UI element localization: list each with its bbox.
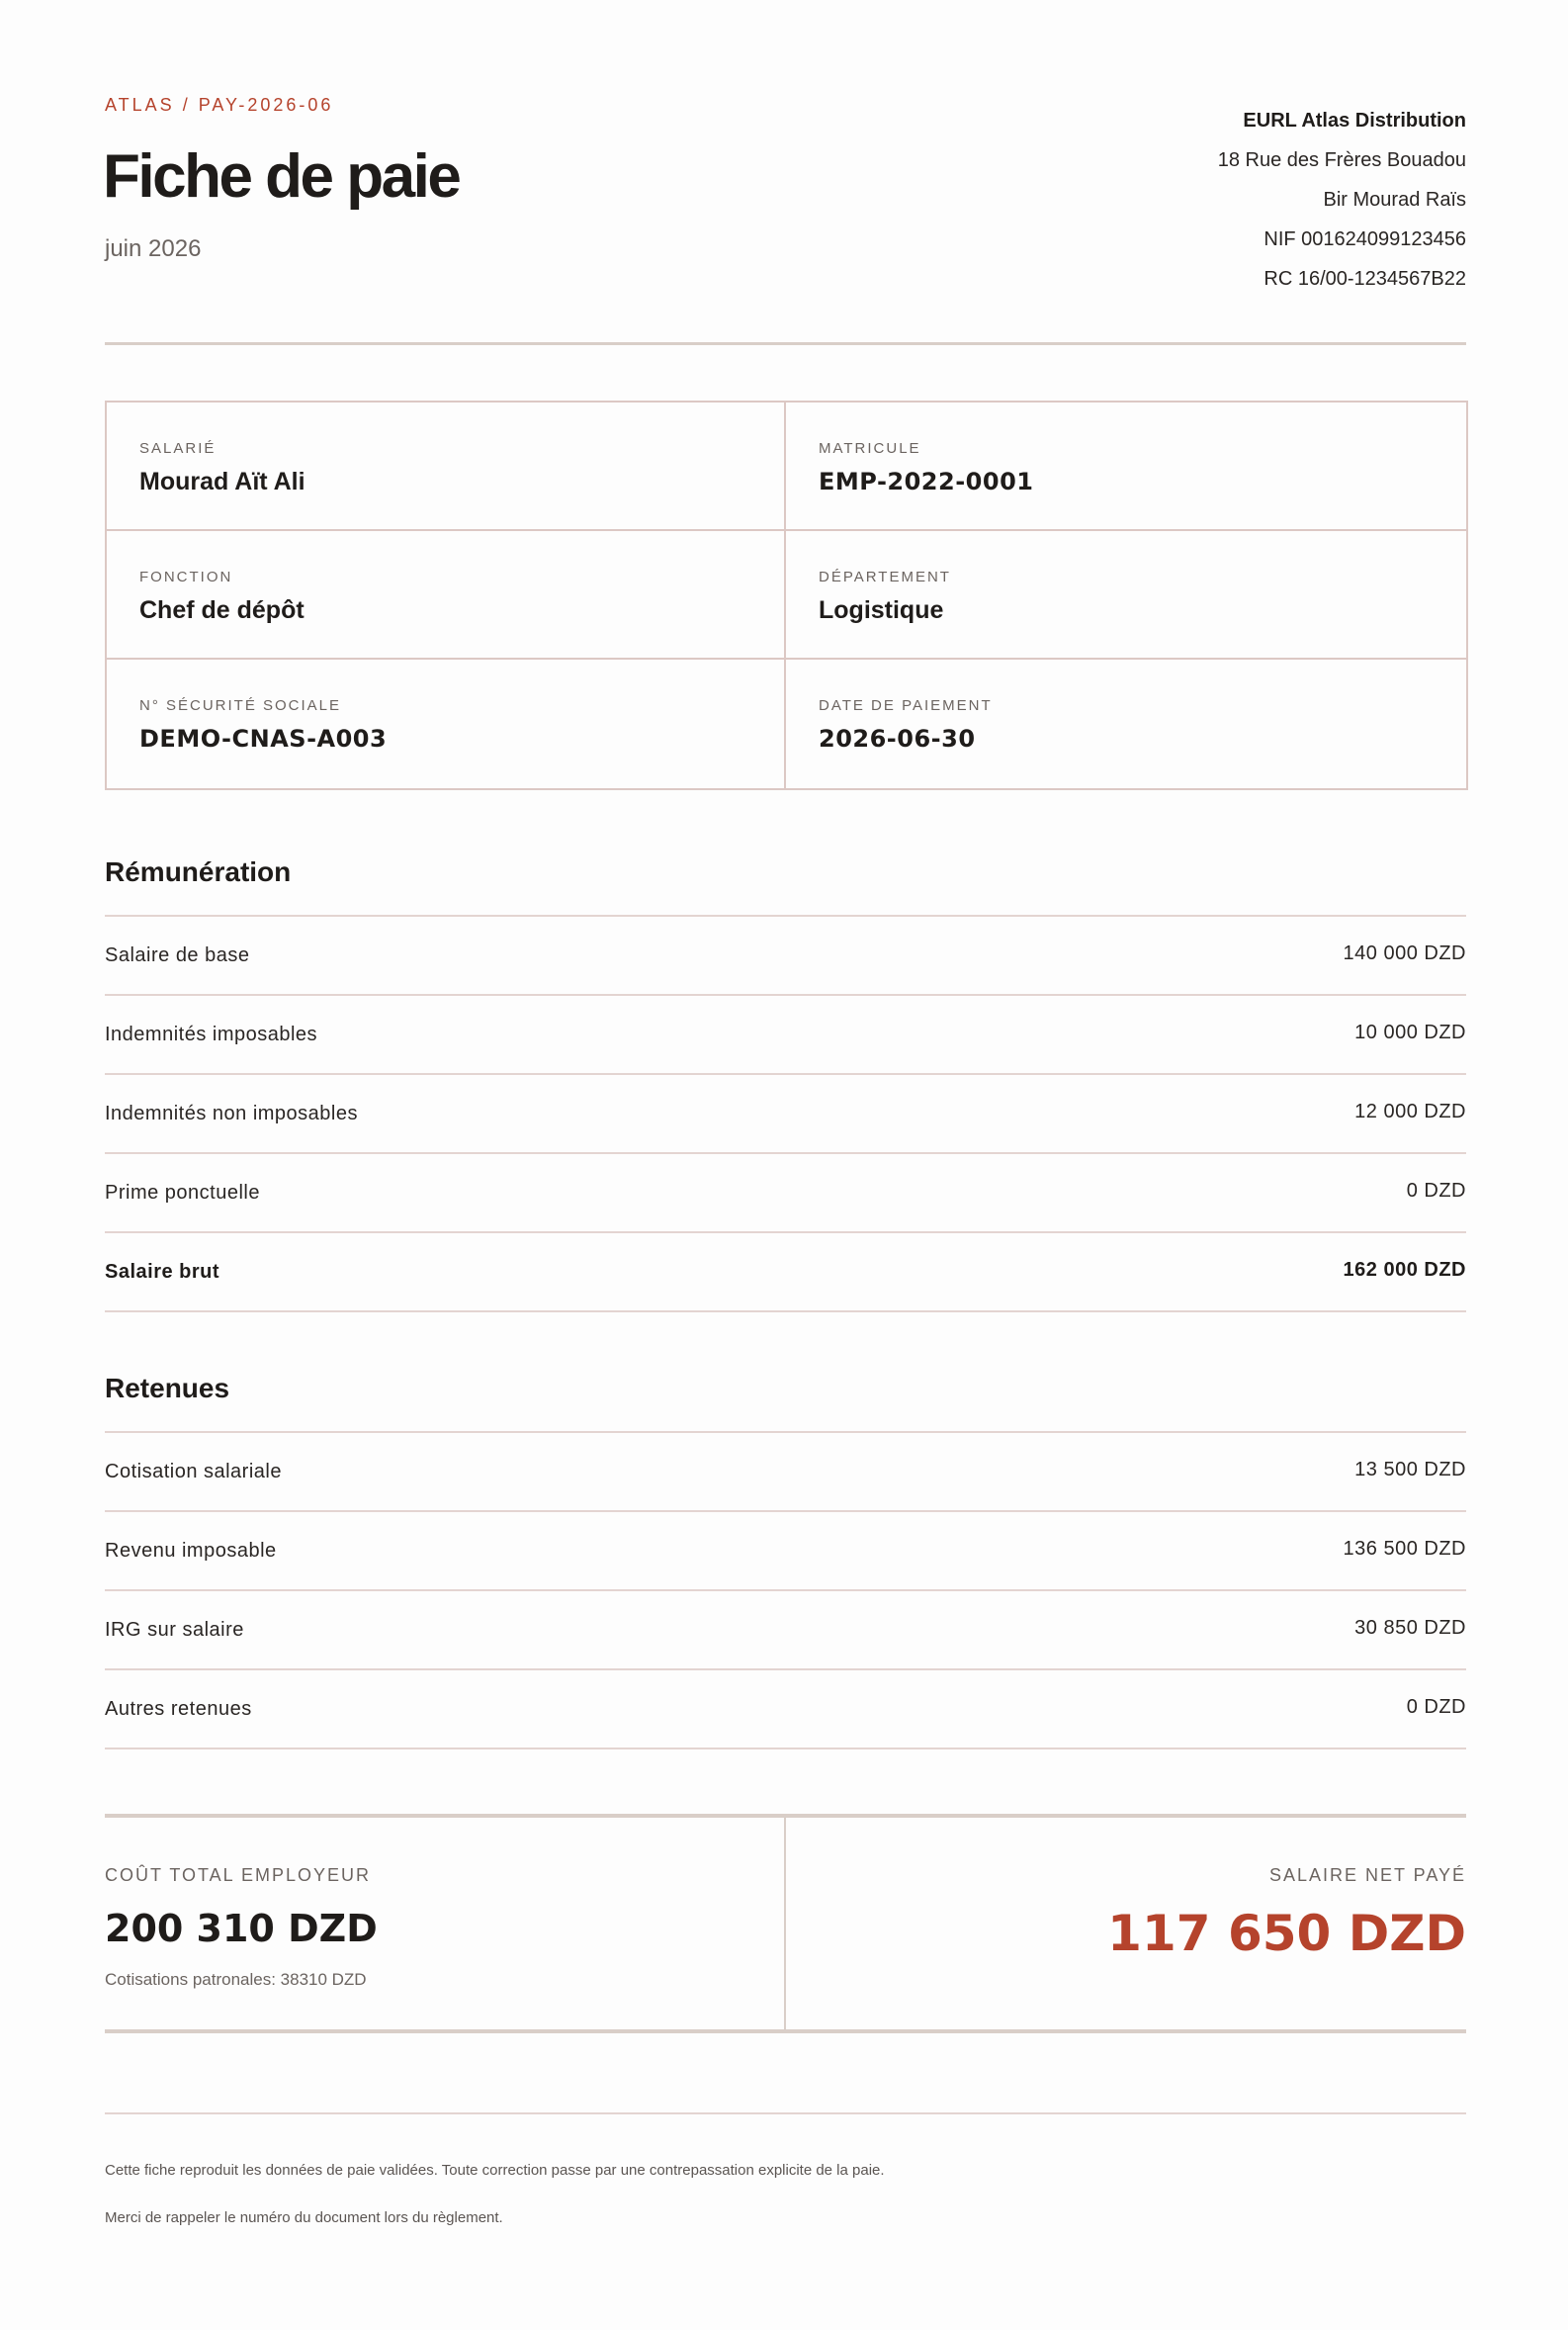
info-cell-departement bbox=[786, 531, 1466, 660]
row-label: IRG sur salaire bbox=[105, 1619, 244, 1641]
table-row bbox=[105, 1668, 1466, 1749]
row-value: 0 DZD bbox=[1406, 1180, 1466, 1202]
row-label: Salaire de base bbox=[105, 944, 250, 966]
row-value: 13 500 DZD bbox=[1354, 1459, 1466, 1480]
employee-info-grid bbox=[105, 401, 1468, 790]
totals-divider bbox=[784, 1818, 786, 2029]
info-value: Chef de dépôt bbox=[139, 596, 305, 624]
info-value: 2026-06-30 bbox=[819, 725, 976, 753]
table-row bbox=[105, 915, 1466, 994]
employer-contributions-note: Cotisations patronales: 38310 DZD bbox=[105, 1970, 367, 1989]
net-salary-value: 117 650 DZD bbox=[1107, 1905, 1466, 1962]
row-label: Prime ponctuelle bbox=[105, 1182, 260, 1204]
footer-note: Cette fiche reproduit les données de paie validées. Toute correction passe par une contrepassation explicite de la paie. bbox=[105, 2162, 885, 2179]
info-label: DATE DE PAIEMENT bbox=[819, 697, 993, 714]
row-label: Indemnités imposables bbox=[105, 1024, 318, 1045]
company-name: EURL Atlas Distribution bbox=[1243, 110, 1466, 132]
pay-period: juin 2026 bbox=[105, 235, 202, 262]
info-label: FONCTION bbox=[139, 569, 233, 585]
table-row bbox=[105, 1589, 1466, 1668]
company-address-line2: Bir Mourad Raïs bbox=[1323, 189, 1466, 211]
section-title-remuneration: Rémunération bbox=[105, 856, 292, 887]
header-divider bbox=[105, 342, 1466, 345]
info-label: MATRICULE bbox=[819, 440, 921, 457]
info-cell-secu bbox=[107, 660, 786, 788]
company-block bbox=[1218, 101, 1466, 299]
totals-box bbox=[105, 1814, 1466, 2033]
net-salary-label: SALAIRE NET PAYÉ bbox=[1268, 1865, 1466, 1885]
table-row-total bbox=[105, 1231, 1466, 1312]
info-value: Logistique bbox=[819, 596, 944, 624]
document-reference: ATLAS / PAY-2026-06 bbox=[105, 95, 334, 115]
table-row bbox=[105, 1510, 1466, 1589]
info-cell-matricule bbox=[786, 403, 1466, 531]
row-value: 10 000 DZD bbox=[1354, 1022, 1466, 1043]
row-value: 12 000 DZD bbox=[1354, 1101, 1466, 1122]
footer-note: Merci de rappeler le numéro du document lors du règlement. bbox=[105, 2209, 503, 2226]
remuneration-table bbox=[105, 915, 1466, 1312]
employer-cost-value: 200 310 DZD bbox=[105, 1907, 378, 1950]
row-label: Salaire brut bbox=[105, 1261, 220, 1283]
info-cell-fonction bbox=[107, 531, 786, 660]
company-address-line1: 18 Rue des Frères Bouadou bbox=[1217, 149, 1466, 171]
row-label: Revenu imposable bbox=[105, 1540, 277, 1562]
table-row bbox=[105, 1073, 1466, 1152]
info-cell-salarie bbox=[107, 403, 786, 531]
footer-divider bbox=[105, 2112, 1466, 2114]
employer-cost-label: COÛT TOTAL EMPLOYEUR bbox=[105, 1865, 372, 1885]
info-label: SALARIÉ bbox=[139, 440, 217, 457]
row-label: Autres retenues bbox=[105, 1698, 252, 1720]
row-label: Cotisation salariale bbox=[105, 1461, 282, 1482]
table-row bbox=[105, 1431, 1466, 1510]
row-value: 140 000 DZD bbox=[1343, 942, 1466, 964]
row-value: 30 850 DZD bbox=[1354, 1617, 1466, 1639]
row-value: 162 000 DZD bbox=[1343, 1259, 1466, 1281]
row-label: Indemnités non imposables bbox=[105, 1103, 358, 1124]
table-row bbox=[105, 1152, 1466, 1231]
company-nif: NIF 001624099123456 bbox=[1263, 228, 1466, 250]
info-label: N° SÉCURITÉ SOCIALE bbox=[139, 697, 342, 714]
page-title: Fiche de paie bbox=[103, 142, 460, 211]
info-label: DÉPARTEMENT bbox=[819, 569, 951, 585]
info-value: Mourad Aït Ali bbox=[139, 468, 305, 495]
info-cell-date bbox=[786, 660, 1466, 788]
retenues-table bbox=[105, 1431, 1466, 1749]
company-rc: RC 16/00-1234567B22 bbox=[1263, 268, 1466, 290]
info-value: DEMO-CNAS-A003 bbox=[139, 725, 388, 753]
table-row bbox=[105, 994, 1466, 1073]
row-value: 0 DZD bbox=[1406, 1696, 1466, 1718]
info-value: EMP-2022-0001 bbox=[819, 468, 1034, 495]
section-title-retenues: Retenues bbox=[105, 1373, 230, 1403]
row-value: 136 500 DZD bbox=[1343, 1538, 1466, 1560]
